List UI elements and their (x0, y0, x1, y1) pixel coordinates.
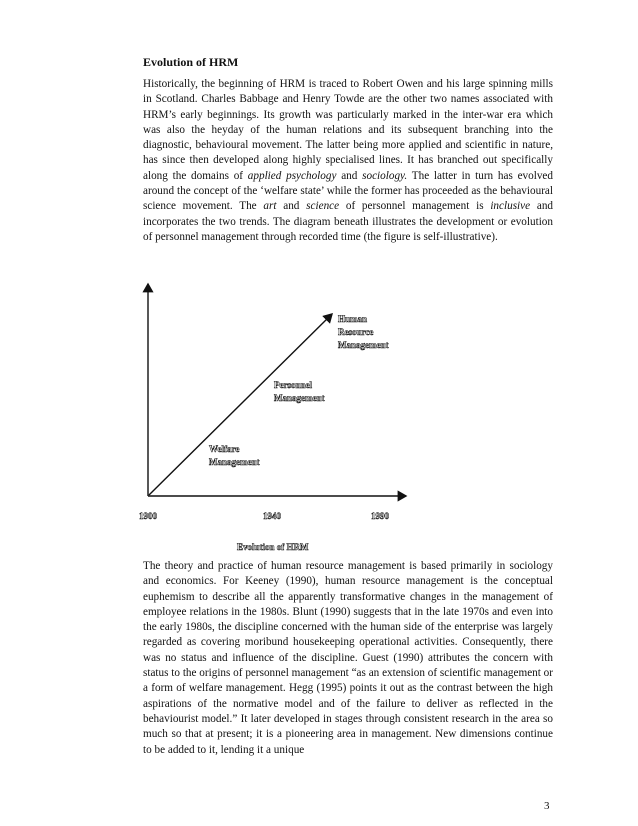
stage-label-welfare: Welfare Management (209, 444, 260, 467)
year-label-1940: 1940 (263, 511, 281, 521)
evolution-diagram (100, 270, 420, 560)
year-label-1900: 1900 (139, 511, 157, 521)
section-heading: Evolution of HRM (143, 55, 239, 69)
year-label-1990: 1990 (371, 511, 389, 521)
page-number: 3 (544, 800, 550, 812)
body-paragraph: The theory and practice of human resource management is based primarily in sociology and economics. For Keeney (1990), human resource management is the conceptual euphemism to describe all the apparently transformative changes in the management of employee relations in the 1980s. Blunt (1990) suggests that in the late 1970s and even into the early 1980s, the discipline concerned with the human side of the enterprise was largely regarded as covering moribund housekeeping operational activities. Consequently, there was no status and influence of the discipline. Guest (1990) attributes the concern with status to the origins of personnel management “as an extension of scientific management or a form of welfare management. Hegg (1995) points it out as the contrast between the high aspirations of the normative model and of the failure to deliver as reflected in the behaviourist model.” It later developed in stages through consistent research in the area so much so that at present; it is a pioneering area in management. New dimensions continue to be added to it, lending it a unique (143, 560, 553, 756)
diagram-caption: Evolution of HRM (237, 542, 309, 552)
trend-arrow (149, 314, 332, 495)
stage-label-personnel: Personnel Management (274, 380, 325, 403)
intro-paragraph: Historically, the beginning of HRM is traced to Robert Owen and his large spinning mills in Scotland. Charles Babbage and Henry Towde are the other two names associated with HRM’s early beginnings. Its growth was particularly marked in the inter-war era which was also the heyday of the human relations and its subsequent branching into the diagnostic, behavioural movement. The latter being more applied and scientific in nature, has since then developed along highly specialised lines. It has branched out specifically along the domains of applied psychology and sociology. The latter in turn has evolved around the concept of the ‘welfare state’ while the former has proceeded as the behavioural science movement. The art and science of personnel management is inclusive and incorporates the two trends. The diagram beneath illustrates the development or evolution of personnel management through recorded time (the figure is self-illustrative). (143, 78, 554, 243)
stage-label-hrm: Human Resource Management (338, 314, 389, 350)
